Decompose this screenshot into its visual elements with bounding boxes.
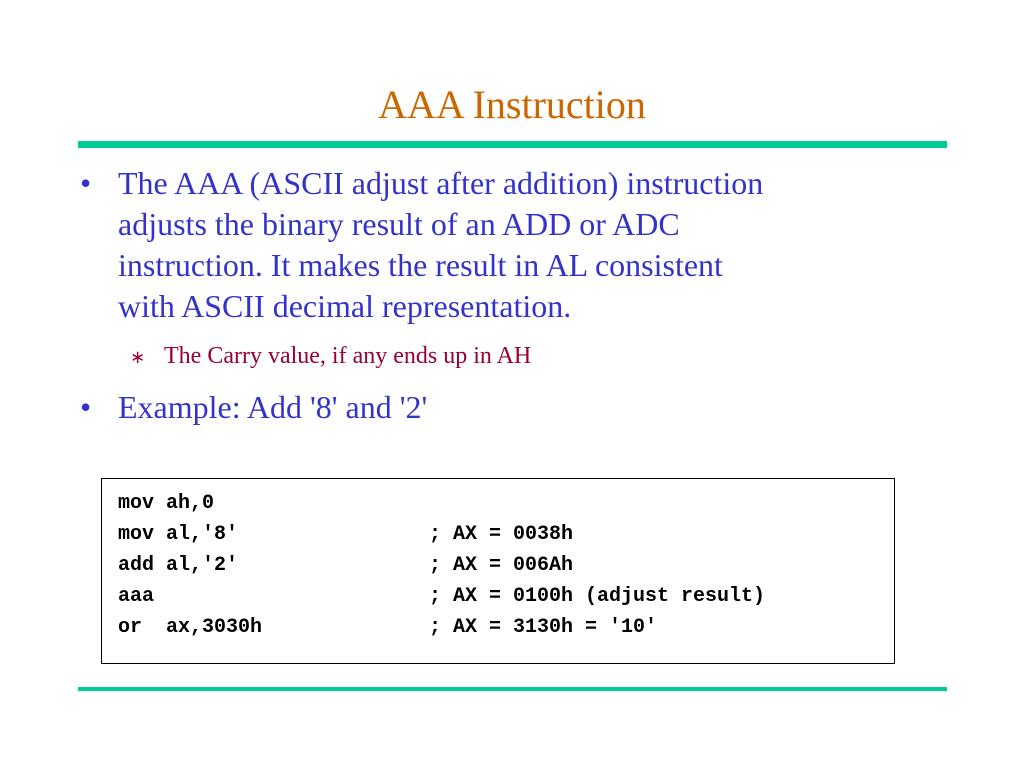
code-comment: ; AX = 3130h = '10' [429, 616, 658, 639]
code-line [118, 581, 766, 612]
footer-divider [78, 687, 947, 691]
code-instruction: add al,'2' [118, 554, 239, 577]
code-line [118, 550, 574, 581]
code-comment: ; AX = 0038h [429, 523, 574, 546]
bullet-text-line: The AAA (ASCII adjust after addition) instruction [118, 165, 764, 201]
code-line [118, 519, 574, 550]
bullet-text-line: instruction. It makes the result in AL consistent [118, 247, 723, 283]
slide-title: AAA Instruction [378, 82, 646, 127]
code-line [118, 488, 214, 519]
sub-bullet-marker: ∗ [130, 347, 146, 368]
code-instruction: mov al,'8' [118, 523, 239, 546]
code-instruction: aaa [118, 585, 155, 608]
code-comment: ; AX = 0100h (adjust result) [429, 585, 766, 608]
code-comment: ; AX = 006Ah [429, 554, 574, 577]
bullet-marker: • [80, 389, 92, 425]
code-instruction: or ax,3030h [118, 616, 263, 639]
bullet-text-line: with ASCII decimal representation. [118, 288, 572, 324]
sub-bullet-text: The Carry value, if any ends up in AH [164, 343, 532, 369]
bullet-text: Example: Add '8' and '2' [118, 389, 428, 425]
bullet-text [118, 163, 938, 327]
title-divider [78, 141, 947, 148]
bullet-marker: • [80, 165, 92, 201]
code-example-box [101, 478, 895, 664]
code-instruction: mov ah,0 [118, 492, 215, 515]
code-lines [118, 488, 766, 643]
code-line [118, 612, 658, 643]
bullet-text-line: adjusts the binary result of an ADD or ADC [118, 206, 680, 242]
